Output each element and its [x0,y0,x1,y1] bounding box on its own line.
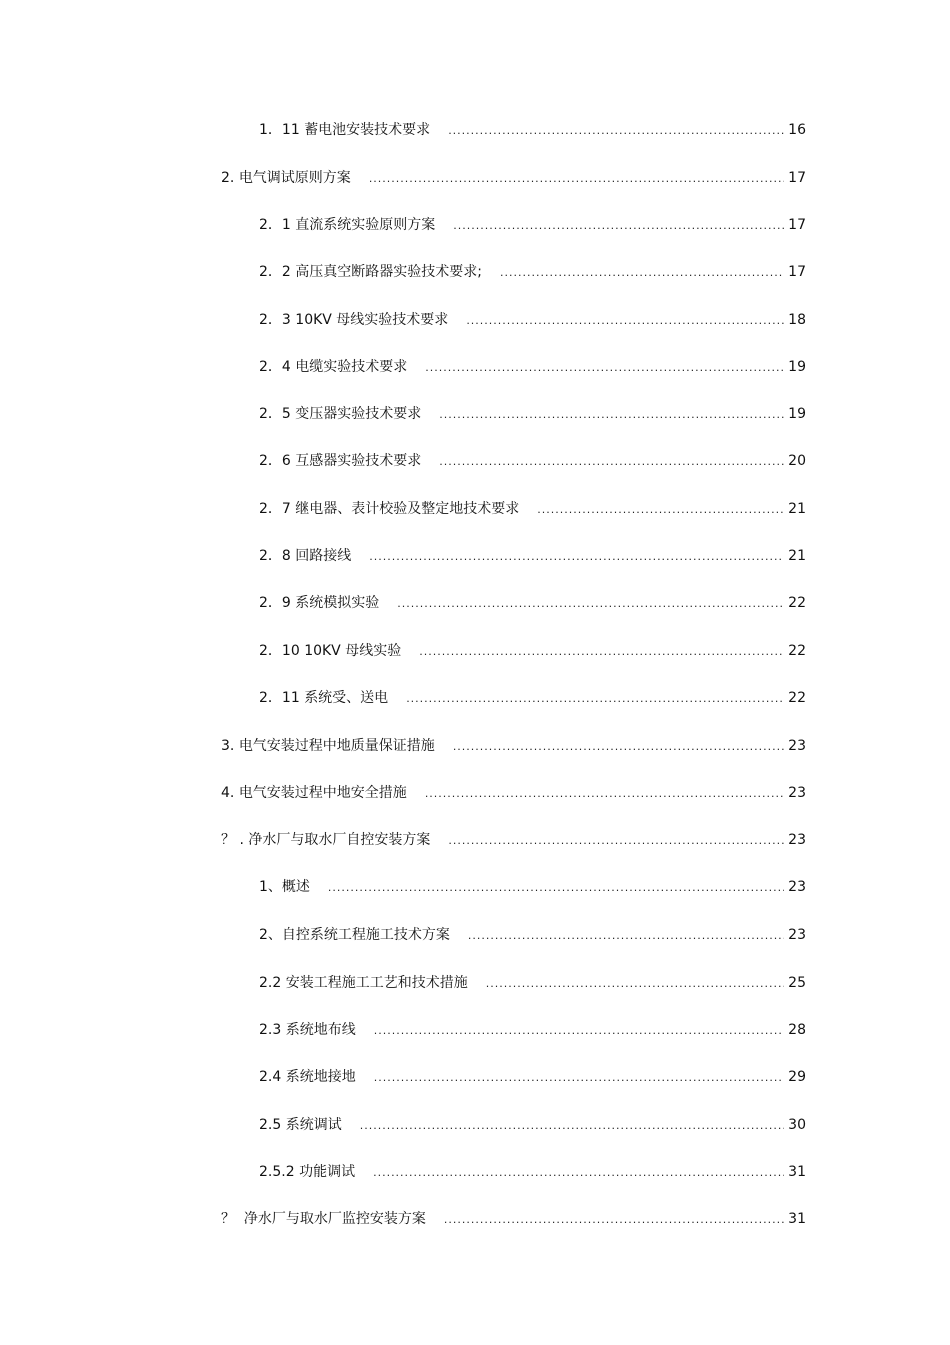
toc-entry[interactable] [221,784,806,803]
toc-dot-leader [360,1117,784,1135]
toc-entry[interactable] [221,831,806,850]
toc-dot-leader [374,1069,784,1087]
toc-entry[interactable] [259,263,806,282]
toc-entry-title: 系统地接地 [285,1069,356,1085]
toc-entry-number: 3. [221,738,235,754]
toc-entry-number: 1、 [259,879,282,895]
toc-entry[interactable] [259,121,806,140]
toc-entry-title: 10KV 母线实验 [304,643,402,659]
toc-entry-page: 21 [788,501,806,517]
toc-entry-number: 2.4 [259,1069,282,1085]
toc-dot-leader [425,785,784,803]
toc-entry-page: 19 [788,359,806,375]
toc-entry-title: 电气安装过程中地质量保证措施 [238,738,435,754]
toc-entry-page: 30 [788,1117,806,1133]
toc-dot-leader [406,690,784,708]
toc-entry[interactable] [259,1021,806,1040]
toc-entry-number: 2.5 [259,1117,282,1133]
toc-entry-title: 蓄电池安装技术要求 [304,122,431,138]
toc-entry[interactable] [259,547,806,566]
toc-entry[interactable] [259,878,806,897]
toc-entry-page: 16 [788,122,806,138]
toc-entry[interactable] [259,926,806,945]
toc-entry[interactable] [221,169,806,188]
toc-entry[interactable] [259,1116,806,1135]
toc-entry-title: 概述 [281,879,310,895]
toc-entry-page: 23 [788,785,806,801]
toc-dot-leader [537,501,784,519]
toc-entry[interactable] [259,1068,806,1087]
toc-entry-title: 回路接线 [295,548,352,564]
toc-entry-page: 31 [788,1164,806,1180]
toc-entry-title: 电缆实验技术要求 [295,359,408,375]
toc-dot-leader [453,217,784,235]
toc-entry-number: 2.2 [259,975,282,991]
toc-dot-leader [468,927,784,945]
toc-entry-page: 28 [788,1022,806,1038]
toc-entry[interactable] [221,737,806,756]
toc-entry-number: 2. [221,170,235,186]
toc-entry-title: 净水厂与取水厂监控安装方案 [243,1211,426,1227]
toc-entry-number: 2．1 [259,217,291,233]
toc-entry-page: 25 [788,975,806,991]
toc-dot-leader [439,406,784,424]
toc-entry-page: 31 [788,1211,806,1227]
toc-entry-page: 23 [788,879,806,895]
toc-entry[interactable] [259,1163,806,1182]
toc-entry-number: ？ [221,1211,235,1227]
toc-entry-number: 2．4 [259,359,291,375]
toc-entry-title: 净水厂与取水厂自控安装方案 [248,832,431,848]
toc-entry-number: 2．10 [259,643,300,659]
toc-entry-page: 18 [788,312,806,328]
toc-dot-leader [448,122,784,140]
toc-dot-leader [369,170,784,188]
toc-entry-title: 自控系统工程施工技术方案 [281,927,450,943]
toc-entry-title: 电气调试原则方案 [238,170,351,186]
toc-entry[interactable] [259,500,806,519]
toc-entry-title: 互感器实验技术要求 [295,453,422,469]
toc-entry[interactable] [259,358,806,377]
toc-entry-title: 系统调试 [285,1117,342,1133]
toc-entry-number: ？ . [221,832,244,848]
toc-entry-number: 2．11 [259,690,300,706]
toc-dot-leader [373,1164,784,1182]
toc-entry-title: 继电器、表计校验及整定地技术要求 [295,501,520,517]
toc-entry[interactable] [221,1210,806,1229]
toc-entry-number: 2．8 [259,548,291,564]
toc-entry-number: 2．7 [259,501,291,517]
toc-entry-number: 2．9 [259,595,291,611]
toc-dot-leader [328,879,784,897]
toc-entry-page: 17 [788,217,806,233]
toc-entry[interactable] [259,689,806,708]
toc-entry-number: 2．3 [259,312,291,328]
toc-entry-number: 2、 [259,927,282,943]
toc-dot-leader [453,738,784,756]
toc-entry-page: 22 [788,595,806,611]
toc-entry-page: 23 [788,832,806,848]
toc-entry-title: 高压真空断路器实验技术要求; [295,264,482,280]
toc-entry-page: 22 [788,690,806,706]
toc-entry-title: 功能调试 [299,1164,356,1180]
toc-entry-number: 2．2 [259,264,291,280]
toc-entry[interactable] [259,594,806,613]
toc-dot-leader [419,643,784,661]
toc-entry-page: 20 [788,453,806,469]
toc-entry[interactable] [259,216,806,235]
toc-entry-number: 2．5 [259,406,291,422]
toc-entry-title: 安装工程施工工艺和技术措施 [285,975,468,991]
toc-entry-title: 电气安装过程中地安全措施 [238,785,407,801]
toc-entry-title: 10KV 母线实验技术要求 [295,312,449,328]
toc-entry-title: 直流系统实验原则方案 [295,217,436,233]
toc-entry-page: 19 [788,406,806,422]
toc-entry-title: 变压器实验技术要求 [295,406,422,422]
toc-entry-number: 1．11 [259,122,300,138]
toc-dot-leader [466,312,784,330]
toc-dot-leader [369,548,784,566]
toc-dot-leader [444,1211,784,1229]
toc-entry-number: 2.5.2 [259,1164,295,1180]
toc-dot-leader [486,975,784,993]
toc-entry-page: 17 [788,170,806,186]
toc-entry-page: 23 [788,738,806,754]
toc-entry-page: 17 [788,264,806,280]
toc-dot-leader [500,264,784,282]
toc-entry[interactable] [259,405,806,424]
toc-entry-number: 2．6 [259,453,291,469]
toc-entry[interactable] [259,642,806,661]
toc-entry-number: 2.3 [259,1022,282,1038]
toc-entry-title: 系统地布线 [285,1022,356,1038]
toc-dot-leader [425,359,784,377]
toc-entry[interactable] [259,974,806,993]
toc-dot-leader [448,832,784,850]
toc-entry[interactable] [259,452,806,471]
toc-entry-page: 29 [788,1069,806,1085]
toc-entry-page: 22 [788,643,806,659]
toc-entry-number: 4. [221,785,235,801]
toc-dot-leader [374,1022,784,1040]
toc-entry-page: 23 [788,927,806,943]
toc-dot-leader [439,453,784,471]
toc-entry-title: 系统模拟实验 [295,595,380,611]
toc-entry-page: 21 [788,548,806,564]
toc-entry[interactable] [259,311,806,330]
toc-entry-title: 系统受、送电 [304,690,389,706]
toc-dot-leader [397,595,784,613]
